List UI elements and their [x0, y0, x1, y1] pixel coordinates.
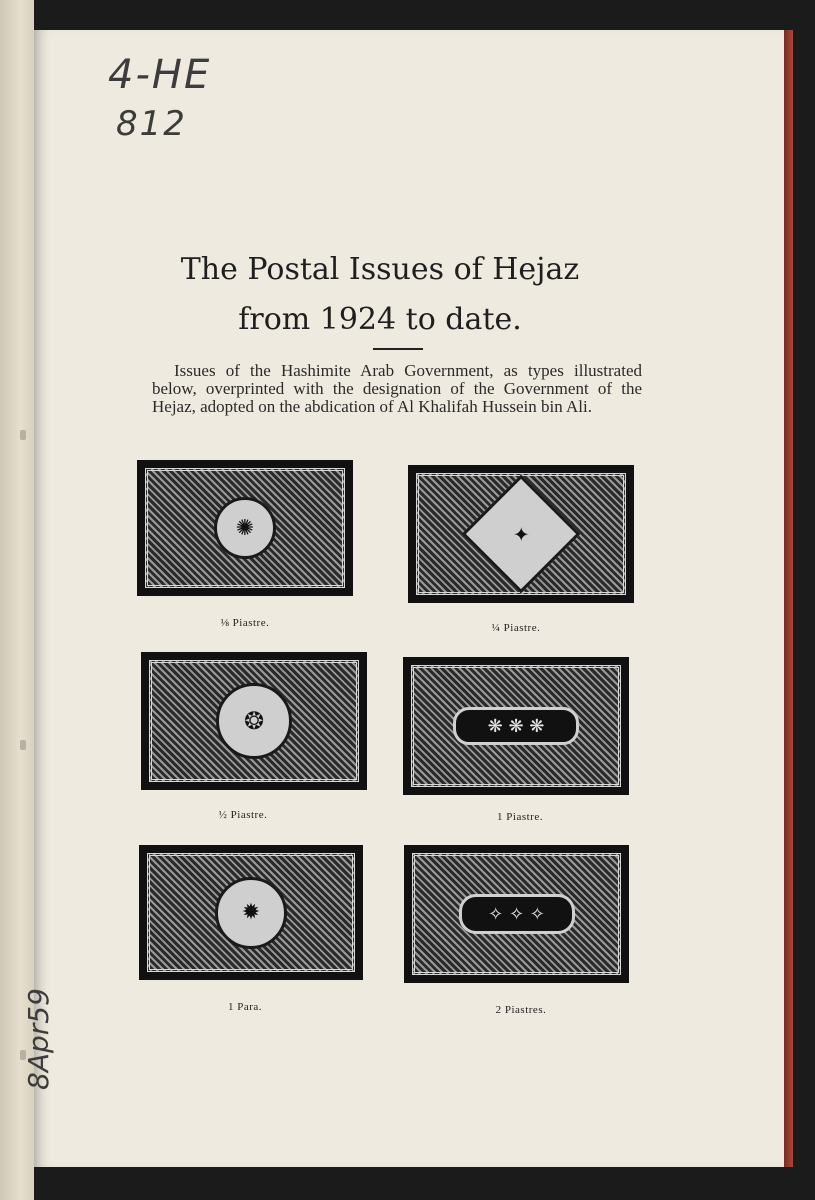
stamp-frame — [412, 853, 621, 975]
calligraphy-medallion: ✺ — [214, 497, 276, 559]
title-divider — [373, 348, 423, 350]
round-medallion: ❂ — [216, 683, 292, 759]
page-title-line-1: The Postal Issues of Hejaz — [180, 252, 580, 287]
stamp-frame — [411, 665, 621, 787]
stamp-frame — [149, 660, 359, 782]
stamp-image — [408, 465, 634, 603]
intro-paragraph: Issues of the Hashimite Arab Government, as types illustrated below, overprinted with the designation of the Government of the Hejaz, adopted on the abdication of Al Khalifah Hussein bin Ali. — [152, 361, 642, 416]
stamp-frame — [147, 853, 355, 972]
cover-edge — [784, 30, 793, 1167]
page-title-line-2: from 1924 to date. — [238, 302, 522, 337]
stamp-frame — [416, 473, 626, 595]
stamp-caption: 1 Piastre. — [497, 811, 543, 823]
binding-stitch — [20, 740, 26, 750]
stamp-caption: ¼ Piastre. — [491, 622, 541, 634]
handwritten-number: 812 — [116, 104, 187, 144]
handwritten-call-number: 4-HE — [108, 52, 212, 98]
stamp-image — [404, 845, 629, 983]
stamp-image — [137, 460, 353, 596]
handwritten-date: 8Apr59 — [22, 988, 55, 1090]
binding-stitch — [20, 430, 26, 440]
round-medallion: ✹ — [215, 877, 287, 949]
stamp-image — [403, 657, 629, 795]
stamp-frame — [145, 468, 345, 588]
stamp-caption: ⅛ Piastre. — [220, 617, 270, 629]
star-medallion: ✦ — [462, 475, 581, 594]
stamp-caption: ½ Piastre. — [218, 809, 268, 821]
stamp-image — [141, 652, 367, 790]
cartouche: ✧ ✧ ✧ — [459, 894, 575, 934]
stamp-caption: 2 Piastres. — [495, 1004, 547, 1016]
stamp-image — [139, 845, 363, 980]
stamp-caption: 1 Para. — [227, 1001, 263, 1013]
cartouche: ❋ ❋ ❋ — [453, 707, 579, 745]
